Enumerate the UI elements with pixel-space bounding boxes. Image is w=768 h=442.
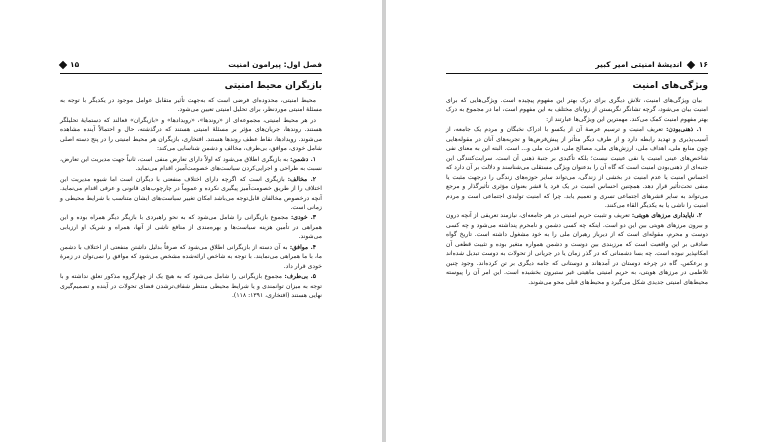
section-title: بازیگران محیط امنیتی	[224, 81, 322, 91]
list-item	[60, 243, 322, 271]
item-text: به بازیگری اطلاق می‌شود که اولاً دارای تعارض منفی است، ثانیاً جهت مدیریت این تعارض، نسبت به طراحی و اجرایی‌کردن سیاست‌های خصومت‌آمیز، اقدام می‌نماید.	[60, 155, 322, 173]
list-item	[60, 213, 322, 241]
paragraph: محیط امنیتی، محدوده‌ای فرضی است که به‌جهت تأثیر متقابل عوامل موجود در یکدیگر با توجه به مسئلهٔ امنیتی موردنظر، برای تحلیل امنیتی تعیین می‌شود.	[60, 97, 322, 114]
diamond-icon	[59, 61, 67, 69]
paragraph: بیان ویژگی‌های امنیت، تلاش دیگری برای درک بهتر این مفهوم پیچیده است. ویژگی‌هایی که برای امنیت بیان می‌شود، گرچه تشانگر نگریستن از زوایای مختلف به این مفهوم است، اما در مجموع به درک بهتر مفهوم امنیت کمک می‌کند. مهمترین این ویژگی‌ها عبارتند از:	[446, 97, 708, 123]
page-number: ۱۵	[70, 60, 80, 69]
header-rule	[446, 73, 708, 74]
item-text: تعریف امنیت و ترسیم عرصهٔ آن از یکسو با ادراک نخبگان و مردم یک جامعه، از آسیب‌پذیری و تهدید رابطه دارد و از طرف دیگر متأثر از پیش‌فرض‌ها و تجربه‌های آنان در مقوله‌هایی چون منابع ملی، اهداف ملی، ارزش‌های ملی، مصالح ملی، قدرت ملی و... است. البته این به معنای نفی شاخص‌های عینی امنیت یا نفی عینیت نیست؛ بلکه تأکیدی بر جنبهٔ ذهنی آن است. سرایت‌کنندگی این جنبه‌ای از ذهنی‌بودن امنیت است که گاه آن را بدعنوان ویژگی مستقلی می‌شناسند و دلالت بر آن دارد که احساس امنیت یا عدم امنیت در بخشی از زندگی، می‌تواند سایر حوزه‌های زندگی را درجهت مثبت یا منفی تحت‌تأثیر قرار دهد. همچنین احساس امنیت در یک فرد یا قشر بعنوان مؤثری تأثیرگذار و مرجع می‌تواند به سایر قشرهای اجتماعی تسری و تعمیم یابد. چرا که امنیت تولیدی اجتماعی است و مردم امنیت را ناشی یا به یکدیگر القاء می‌کنند.	[446, 126, 708, 209]
list-item	[60, 272, 322, 300]
item-text: بازیگری است که اگرچه دارای اختلاف منفعتی با دیگران است اما شیوه مدیریت این اختلاف را از طریق خصومت‌آمیز پیگیری نکرده و عموماً در چارچوب‌های قانونی و عرفی اقدام می‌نماید. آنچه درخصوص مخالفان قابل‌توجه می‌باشد امکان تغییر سیاست‌های ایشان متناسب با شرایط محیطی و زمانی است.	[60, 175, 322, 211]
item-label: ۲. ناپایداری مرزهای هویتی:	[631, 212, 703, 220]
list-item	[60, 155, 322, 174]
item-label: ۳. خودی:	[290, 214, 317, 222]
item-text: مجموع بازیگرانی را شامل می‌شود که به نحو راهبردی با بازیگر دیگر همراه بوده و این همراهی در تأمین هزینه سیاست‌ها و بهره‌مندی از منافع ناشی از آنها، همراه و شریک او ارزیابی می‌شوند.	[60, 214, 322, 241]
section-title: ویژگی‌های امنیت	[632, 81, 708, 91]
right-page-header	[446, 60, 708, 74]
item-label: ۱. ذهنی‌بودن:	[666, 126, 702, 134]
page-number: ۱۶	[698, 60, 708, 69]
item-label: ۱. دشمن:	[290, 155, 316, 163]
list-item	[60, 175, 322, 213]
list-item	[446, 125, 708, 210]
left-page-header	[60, 60, 322, 74]
left-page-body	[60, 80, 322, 302]
right-page	[386, 0, 768, 442]
item-text: مجموع بازیگرانی را شامل می‌شود که به هیچ یک از چهارگروه مذکور تعلق نداشته و با توجه به میزان توانمندی و یا شرایط محیطی منتظر شفاف‌ترشدن فضای تحولات در آینده و تصمیم‌گیری نهایی هستند (افتخاری، ۱۳۹۱: ۱۱۸).	[60, 273, 322, 300]
running-title: فصل اول: پیرامون امنیت	[228, 60, 322, 69]
right-page-body	[446, 80, 708, 288]
item-text: تعریف و تثبیت حریم امنیتی در هر جامعه‌ای، نیازمند تعریفی از آنچه درون و بیرون مرزهای هویتی بین این دو است. اینکه چه کسی دشمن و نامحرم پنداشته می‌شود و چه کسی دوست و محرم، مقوله‌ای است که از دیرباز رهبران ملی را به خود مشغول داشته است. تاریخ گواه صادقی بر این واقعیت است که مرزبندی بین دوست و دشمن همواره متغیر بوده و تثبیت قطعی آن امکانپذیر نبوده است. چه بسا دشمنانی که در گذر زمان یا در جریانی از تحولات به دوست تبدیل شده‌اند و برعکس. گاه در چرخه دوستان در آمدهاند و دوستانی که جامه دیگری بر تن کرده‌اند. وجود چنین تلاطمی در مرزهای هویتی، به حریم امنیتی ماهیتی غیر ستبرون بخشیده است. این امر آن را پیوسته محیط‌های امنیتی جدیدی شکل می‌گیرد و محیط‌های قبلی محو می‌شوند.	[446, 212, 708, 286]
paragraph: در هر محیط امنیتی، مجموعه‌ای از «روندها»، «رویدادها» و «بازیگران» فعالند که دستمایهٔ تحلیلگر هستند. روندها، جریان‌های مؤثر بر مسئلهٔ امنیتی هستند که درگذشته، حال و احتمالاً آینده مشاهده می‌شوند. رویدادها، نقاط عطف روندها هستند. افتخاری، بازیگران هر محیط امنیتی را در پنج دسته اصلی شامل خودی، موافق، بی‌طرف، مخالف و دشمن شناسایی می‌کند:	[60, 116, 322, 153]
item-label: ۴. موافق:	[289, 243, 316, 251]
item-text: به آن دسته از بازیگرانی اطلاق می‌شود که صرفاً بدلیل داشتن منفعتی از اختلاف با دشمن ما، با ما همراهی می‌نمایند. با توجه به شاخص ارائه‌شده مشخص می‌شود که موافق را نمی‌توان در زمرهٔ خودی قرار داد.	[60, 243, 322, 270]
left-page	[0, 0, 382, 442]
item-label: ۵. بی‌طرف:	[284, 273, 317, 281]
header-rule	[60, 73, 322, 74]
running-title: اندیشهٔ امنیتی امیر کبیر	[595, 60, 682, 69]
diamond-icon	[687, 61, 695, 69]
list-item	[446, 211, 708, 287]
item-label: ۲. مخالف:	[287, 175, 317, 183]
